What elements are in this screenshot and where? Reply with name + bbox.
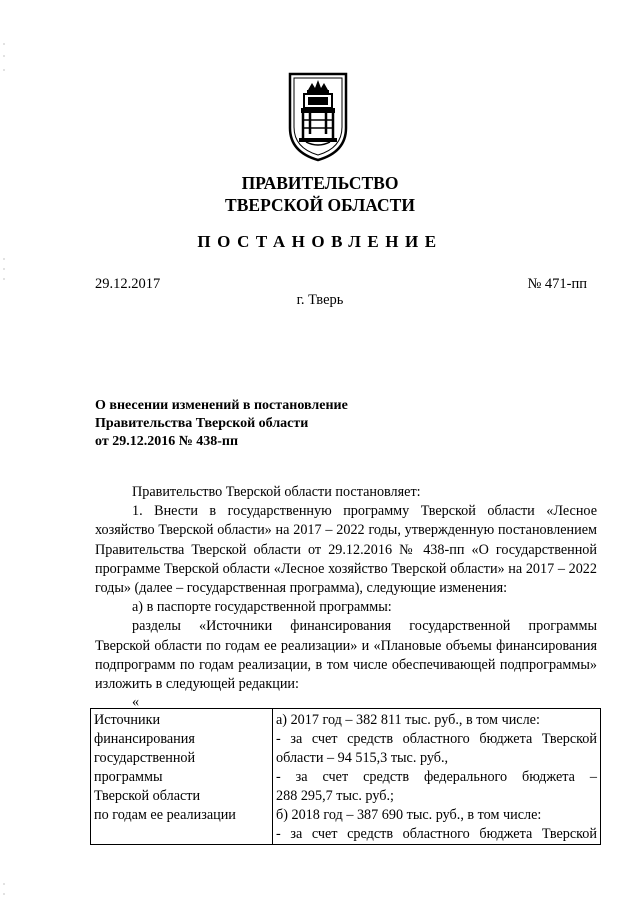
cell-line: б) 2018 год – 387 690 тыс. руб., в том числе: (276, 807, 542, 823)
document-number: № 471-пп (527, 276, 587, 292)
cell-line: - за счет средств областного бюджета Тверской (276, 731, 597, 747)
document-body (95, 483, 597, 710)
table-row (91, 709, 601, 845)
item-1a-text: разделы «Источники финансирования государственной программы Тверской области по годам ее реализации» и «Плановые объемы финансирования подпрограмм по годам реализации, в том числе обеспечивающей подпрограммы» изложить в следующей редакции: (95, 618, 597, 693)
cell-line: - за счет средств федерального бюджета – (276, 769, 597, 785)
scan-margin-marks (3, 255, 5, 285)
cell-line: области – 94 515,3 тыс. руб., (276, 750, 449, 766)
cell-line: программы (94, 769, 163, 785)
document-city: г. Тверь (296, 292, 344, 308)
cell-line: финансирования (94, 731, 195, 747)
cell-line: 288 295,7 тыс. руб.; (276, 788, 394, 804)
org-name-line1: ПРАВИТЕЛЬСТВО (241, 173, 399, 193)
subject-line: от 29.12.2016 № 438-пп (95, 434, 239, 449)
cell-line: Тверской области (94, 788, 201, 804)
document-subject (95, 397, 348, 451)
cell-line: Источники (94, 712, 161, 728)
document-date: 29.12.2017 (95, 276, 161, 292)
org-name-line2: ТВЕРСКОЙ ОБЛАСТИ (225, 195, 415, 215)
subject-line: Правительства Тверской области (95, 416, 309, 431)
quote-open: « (132, 694, 140, 711)
scan-margin-marks (3, 880, 5, 900)
scan-margin-marks (3, 40, 5, 80)
cell-line: по годам ее реализации (94, 807, 236, 823)
preamble: Правительство Тверской области постановляет: (132, 484, 421, 500)
cell-line: - за счет средств областного бюджета Тверской (276, 826, 597, 842)
coat-of-arms-icon (286, 68, 350, 164)
document-type: ПОСТАНОВЛЕНИЕ (197, 232, 443, 251)
item-1a: а) в паспорте государственной программы: (132, 599, 392, 616)
subject-line: О внесении изменений в постановление (95, 398, 348, 413)
table-cell-label (91, 709, 273, 845)
passport-table (90, 708, 601, 845)
cell-line: государственной (94, 750, 196, 766)
item-1: 1. Внести в государственную программу Тверской области «Лесное хозяйство Тверской области» на 2017 – 2022 годы, утвержденную постановлением Правительства Тверской области от 29.12.2016 № 438-пп «О государственной программе Тверской области «Лесное хозяйство Тверской области» на 2017 – 2022 годы» (далее – государственная программа), следующие изменения: (95, 503, 597, 597)
cell-line: а) 2017 год – 382 811 тыс. руб., в том числе: (276, 712, 540, 728)
table-cell-value (273, 709, 601, 845)
